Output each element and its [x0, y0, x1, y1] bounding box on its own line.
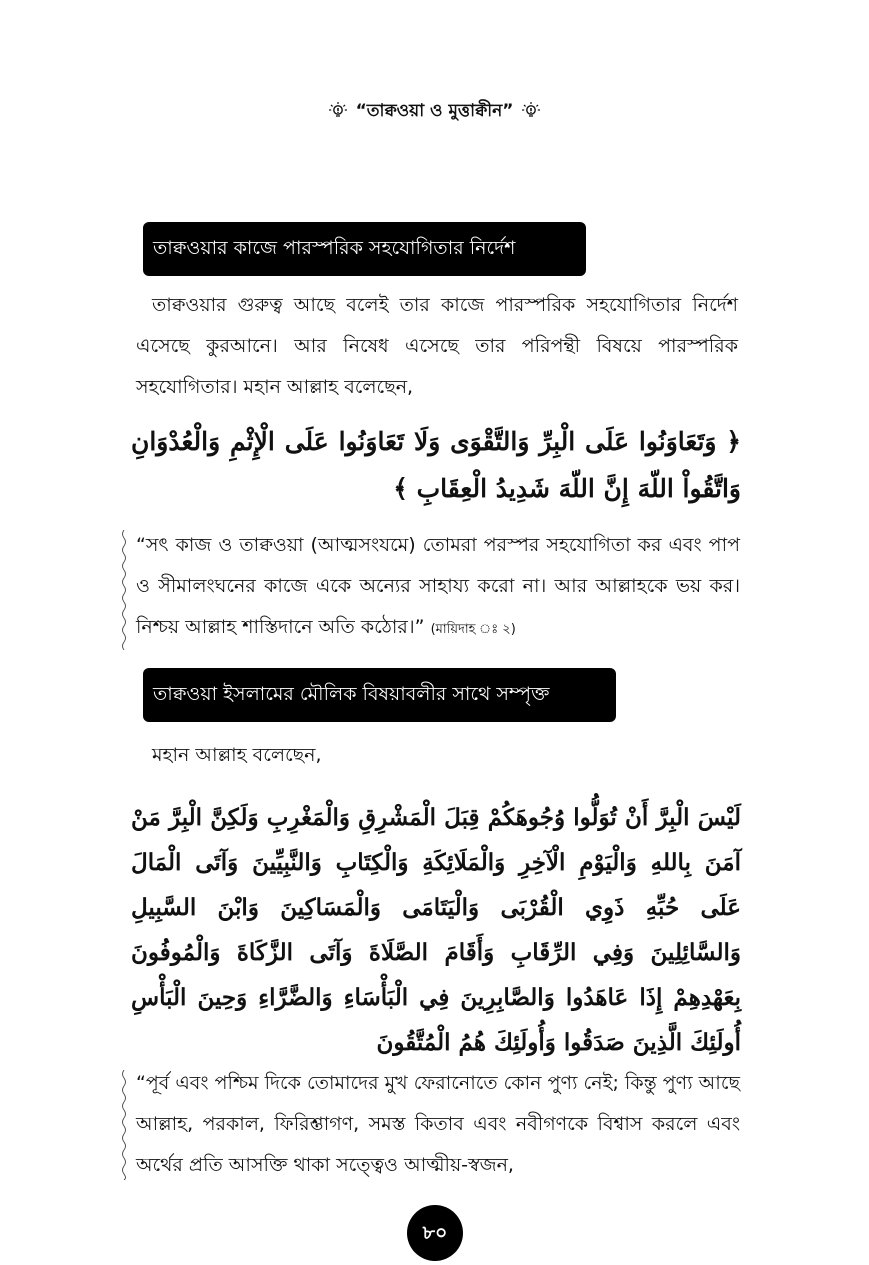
section-heading: [143, 668, 616, 722]
translation-quote: [136, 1063, 740, 1186]
quote-margin-rule: [120, 1070, 128, 1180]
running-header: [0, 98, 869, 126]
translation-quote: [136, 525, 740, 650]
body-paragraph-text: তাক্বওয়ার গুরুত্ব আছে বলেই তার কাজে পারস্পরিক সহযোগিতার নির্দেশ এসেছে কুরআনে। আর নিষেধ এসেছে তার পরিপন্থী বিষয়ে পারস্পরিক সহযোগিতার। মহান আল্লাহ বলেছেন,: [136, 294, 738, 398]
quote-margin-rule: [120, 530, 128, 650]
lightbulb-icon: [521, 101, 541, 121]
header-title: “তাক্বওয়া ও মুত্তাক্বীন”: [355, 101, 514, 121]
body-paragraph: [136, 285, 738, 408]
translation-text: “সৎ কাজ ও তাক্বওয়া (আত্মসংযমে) তোমরা পরস্পর সহযোগিতা কর এবং পাপ ও সীমালংঘনের কাজে একে অন্যের সাহায্য করো না। আর আল্লাহকে ভয় কর। নিশ্চয় আল্লাহ শাস্তিদানে অতি কঠোর।”: [136, 534, 740, 638]
section-heading-text: তাক্বওয়ার কাজে পারস্পরিক সহযোগিতার নির্দেশ: [153, 237, 516, 259]
quran-verse-arabic: لَيْسَ الْبِرَّ أَنْ تُوَلُّوا وُجُوهَكُمْ قِبَلَ الْمَشْرِقِ وَالْمَغْرِبِ وَلَكِنَّ الْبِرَّ مَنْ آمَنَ بِاللهِ وَالْيَوْمِ الْآخِرِ وَالْمَلَائِكَةِ وَالْكِتَابِ وَالنَّبِيِّينَ وَآتَى الْمَالَ عَلَى حُبِّهِ ذَوِي الْقُرْبَى وَالْيَتَامَى وَالْمَسَاكِينَ وَابْنَ السَّبِيلِ وَالسَّائِلِينَ وَفِي الرِّقَابِ وَأَقَامَ الصَّلَاةَ وَآتَى الزَّكَاةَ وَالْمُوفُونَ بِعَهْدِهِمْ إِذَا عَاهَدُوا وَالصَّابِرِينَ فِي الْبَأْسَاءِ وَالضَّرَّاءِ وَحِينَ الْبَأْسِ أُولَئِكَ الَّذِينَ صَدَقُوا وَأُولَئِكَ هُمُ الْمُتَّقُونَ: [131, 804, 741, 1056]
body-paragraph: [136, 735, 738, 776]
section-heading-text: তাক্বওয়া ইসলামের মৌলিক বিষয়াবলীর সাথে সম্পৃক্ত: [153, 683, 550, 705]
verse-reference: (মায়িদাহ ঃ ২): [430, 622, 516, 637]
section-heading: [143, 222, 586, 276]
lightbulb-icon: [328, 101, 348, 121]
body-paragraph-text: মহান আল্লাহ বলেছেন,: [152, 744, 322, 766]
page-number: ৮০: [407, 1205, 463, 1261]
translation-text: “পূর্ব এবং পশ্চিম দিকে তোমাদের মুখ ফেরানোতে কোন পুণ্য নেই; কিন্তু পুণ্য আছে আল্লাহ, পরকাল, ফিরিশ্তাগণ, সমস্ত কিতাব এবং নবীগণকে বিশ্বাস করলে এবং অর্থের প্রতি আসক্তি থাকা সত্ত্বেও আত্মীয়-স্বজন,: [136, 1072, 740, 1176]
quran-verse-arabic: ﴿ وَتَعَاوَنُوا عَلَى الْبِرِّ وَالتَّقْوَى وَلَا تَعَاوَنُوا عَلَى الْإِثْمِ وَالْعُدْوَانِ وَاتَّقُواْ اللّهَ إِنَّ اللّهَ شَدِيدُ الْعِقَابِ ﴾: [131, 427, 741, 503]
